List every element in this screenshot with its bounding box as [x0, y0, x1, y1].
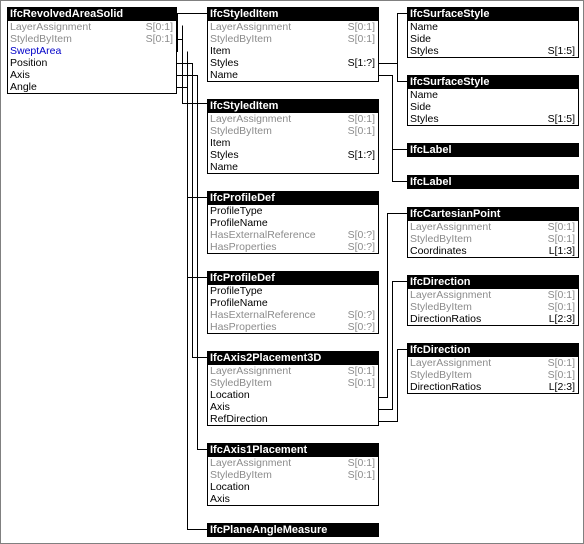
attribute-cardinality: S[0:1]	[547, 369, 575, 381]
attribute-name: Item	[210, 45, 231, 57]
attribute-cardinality: S[0:?]	[347, 229, 375, 241]
attribute-row[interactable]	[408, 289, 578, 301]
attribute-row[interactable]	[8, 21, 176, 33]
attribute-name: HasProperties	[210, 321, 277, 333]
attribute-row[interactable]	[408, 45, 578, 57]
attribute-cardinality: S[0:1]	[547, 233, 575, 245]
attribute-name: Position	[10, 57, 48, 69]
attribute-name: Side	[410, 101, 432, 113]
entity-box-axis2[interactable]	[207, 351, 379, 426]
attribute-row[interactable]	[408, 245, 578, 257]
entity-title: IfcProfileDef	[208, 192, 378, 205]
attribute-cardinality: S[0:1]	[145, 21, 173, 33]
attribute-row[interactable]	[208, 217, 378, 229]
entity-box-styled2[interactable]	[207, 99, 379, 174]
attribute-row[interactable]	[408, 113, 578, 125]
attribute-name: LayerAssignment	[210, 457, 292, 469]
attribute-cardinality: S[0:1]	[347, 365, 375, 377]
entity-box-cart[interactable]	[407, 207, 579, 258]
attribute-row[interactable]	[208, 401, 378, 413]
link-styleditem-2	[183, 26, 208, 104]
attribute-name: ProfileName	[210, 217, 268, 229]
attribute-row[interactable]	[208, 137, 378, 149]
entity-box-label2[interactable]	[407, 175, 579, 189]
attribute-name: HasExternalReference	[210, 229, 316, 241]
attribute-name: LayerAssignment	[410, 289, 492, 301]
link-name-label1	[379, 76, 407, 150]
attribute-row[interactable]	[208, 481, 378, 493]
attribute-name: LayerAssignment	[210, 365, 292, 377]
attribute-name: StyledByItem	[210, 377, 272, 389]
attribute-row[interactable]	[208, 161, 378, 173]
entity-box-angle[interactable]	[207, 523, 379, 537]
attribute-name: Side	[410, 33, 432, 45]
attribute-row[interactable]	[208, 469, 378, 481]
entity-box-surf1[interactable]	[407, 7, 579, 58]
attribute-row[interactable]	[208, 241, 378, 253]
attribute-name: Angle	[10, 81, 37, 93]
attribute-cardinality: S[0:1]	[347, 125, 375, 137]
attribute-name: Styles	[210, 57, 239, 69]
attribute-row[interactable]	[208, 457, 378, 469]
entity-title: IfcStyledItem	[208, 8, 378, 21]
attribute-name: Location	[210, 389, 250, 401]
entity-title: IfcProfileDef	[208, 272, 378, 285]
attribute-row[interactable]	[208, 21, 378, 33]
attribute-row[interactable]	[208, 113, 378, 125]
attribute-row[interactable]	[208, 57, 378, 69]
attribute-cardinality: S[1:5]	[547, 113, 575, 125]
attribute-cardinality: S[0:1]	[547, 221, 575, 233]
attribute-name: LayerAssignment	[410, 221, 492, 233]
entity-box-axis1[interactable]	[207, 443, 379, 506]
attribute-name: ProfileType	[210, 285, 263, 297]
attribute-cardinality: S[0:1]	[347, 21, 375, 33]
entity-title: IfcDirection	[408, 276, 578, 289]
attribute-cardinality: S[1:?]	[347, 57, 375, 69]
link-position	[172, 64, 208, 358]
attribute-name: HasProperties	[210, 241, 277, 253]
attribute-row[interactable]	[208, 493, 378, 505]
attribute-row[interactable]	[8, 45, 176, 57]
entity-title: IfcRevolvedAreaSolid	[8, 8, 176, 21]
attribute-name: Name	[210, 69, 239, 81]
attribute-cardinality: S[0:1]	[547, 289, 575, 301]
entity-title: IfcStyledItem	[208, 100, 378, 113]
attribute-cardinality: S[0:?]	[347, 241, 375, 253]
attribute-row[interactable]	[208, 321, 378, 333]
attribute-row[interactable]	[408, 381, 578, 393]
attribute-name: StyledByItem	[10, 33, 72, 45]
attribute-name: Name	[210, 161, 239, 173]
attribute-name: StyledByItem	[210, 125, 272, 137]
link-axis-direction	[379, 282, 407, 410]
entity-box-label1[interactable]	[407, 143, 579, 157]
attribute-name: Axis	[10, 69, 30, 81]
entity-title: IfcCartesianPoint	[408, 208, 578, 221]
entity-title: IfcAxis1Placement	[208, 444, 378, 457]
attribute-name: StyledByItem	[410, 301, 472, 313]
attribute-cardinality: L[2:3]	[548, 381, 575, 393]
attribute-row[interactable]	[208, 229, 378, 241]
attribute-row[interactable]	[408, 233, 578, 245]
entity-title: IfcAxis2Placement3D	[208, 352, 378, 365]
attribute-name: Name	[410, 89, 439, 101]
attribute-row[interactable]	[408, 101, 578, 113]
attribute-row[interactable]	[408, 369, 578, 381]
attribute-row[interactable]	[408, 221, 578, 233]
attribute-name: ProfileName	[210, 297, 268, 309]
attribute-row[interactable]	[208, 69, 378, 81]
attribute-name: DirectionRatios	[410, 381, 482, 393]
attribute-row[interactable]	[208, 45, 378, 57]
attribute-row[interactable]	[8, 81, 176, 93]
attribute-cardinality: S[0:1]	[145, 33, 173, 45]
attribute-name: HasExternalReference	[210, 309, 316, 321]
link-styles-1	[379, 14, 407, 64]
entity-title: IfcDirection	[408, 344, 578, 357]
attribute-name: LayerAssignment	[10, 21, 92, 33]
attribute-name: Name	[410, 21, 439, 33]
attribute-name: Styles	[410, 45, 439, 57]
link-name-label2	[393, 150, 408, 182]
entity-title: IfcSurfaceStyle	[408, 76, 578, 89]
attribute-row[interactable]	[8, 33, 176, 45]
attribute-row[interactable]	[208, 377, 378, 389]
entity-box-profile1[interactable]	[207, 191, 379, 254]
entity-box-profile2[interactable]	[207, 271, 379, 334]
attribute-row[interactable]	[208, 33, 378, 45]
attribute-name: SweptArea	[10, 45, 62, 57]
attribute-name: Item	[210, 137, 231, 149]
attribute-cardinality: S[0:1]	[347, 457, 375, 469]
entity-title: IfcLabel	[408, 176, 578, 189]
entity-title: IfcPlaneAngleMeasure	[208, 524, 378, 537]
attribute-row[interactable]	[408, 301, 578, 313]
attribute-name: StyledByItem	[210, 33, 272, 45]
attribute-row[interactable]	[408, 21, 578, 33]
attribute-row[interactable]	[208, 389, 378, 401]
entity-box-dir2[interactable]	[407, 343, 579, 394]
attribute-name: LayerAssignment	[210, 21, 292, 33]
attribute-name: Location	[210, 481, 250, 493]
attribute-cardinality: L[1:3]	[548, 245, 575, 257]
attribute-row[interactable]	[208, 205, 378, 217]
attribute-name: Styles	[210, 149, 239, 161]
attribute-cardinality: S[1:?]	[347, 149, 375, 161]
attribute-row[interactable]	[208, 149, 378, 161]
entity-box-dir1[interactable]	[407, 275, 579, 326]
entity-box-styled1[interactable]	[207, 7, 379, 82]
entity-box-revolved[interactable]	[7, 7, 177, 94]
attribute-row[interactable]	[8, 69, 176, 81]
attribute-name: LayerAssignment	[210, 113, 292, 125]
attribute-cardinality: S[0:1]	[347, 33, 375, 45]
attribute-cardinality: S[0:1]	[547, 301, 575, 313]
link-angle	[172, 88, 208, 530]
attribute-row[interactable]	[8, 57, 176, 69]
attribute-row[interactable]	[208, 309, 378, 321]
attribute-name: DirectionRatios	[410, 313, 482, 325]
attribute-name: ProfileType	[210, 205, 263, 217]
attribute-name: Styles	[410, 113, 439, 125]
attribute-row[interactable]	[208, 125, 378, 137]
attribute-name: Coordinates	[410, 245, 467, 257]
attribute-row[interactable]	[408, 357, 578, 369]
entity-box-surf2[interactable]	[407, 75, 579, 126]
link-axis	[172, 76, 208, 450]
attribute-name: RefDirection	[210, 413, 268, 425]
attribute-cardinality: L[2:3]	[548, 313, 575, 325]
attribute-cardinality: S[0:1]	[347, 113, 375, 125]
attribute-row[interactable]	[208, 297, 378, 309]
attribute-name: Axis	[210, 401, 230, 413]
attribute-row[interactable]	[408, 89, 578, 101]
entity-title: IfcLabel	[408, 144, 578, 157]
attribute-row[interactable]	[408, 33, 578, 45]
attribute-name: LayerAssignment	[410, 357, 492, 369]
entity-title: IfcSurfaceStyle	[408, 8, 578, 21]
attribute-name: StyledByItem	[410, 369, 472, 381]
attribute-row[interactable]	[208, 285, 378, 297]
attribute-name: StyledByItem	[410, 233, 472, 245]
attribute-cardinality: S[0:1]	[347, 469, 375, 481]
link-styles-2	[398, 64, 408, 82]
attribute-cardinality: S[0:1]	[547, 357, 575, 369]
attribute-cardinality: S[0:1]	[347, 377, 375, 389]
attribute-name: Axis	[210, 493, 230, 505]
attribute-cardinality: S[0:?]	[347, 321, 375, 333]
attribute-row[interactable]	[208, 413, 378, 425]
attribute-name: StyledByItem	[210, 469, 272, 481]
attribute-row[interactable]	[208, 365, 378, 377]
attribute-cardinality: S[0:?]	[347, 309, 375, 321]
attribute-row[interactable]	[408, 313, 578, 325]
attribute-cardinality: S[1:5]	[547, 45, 575, 57]
